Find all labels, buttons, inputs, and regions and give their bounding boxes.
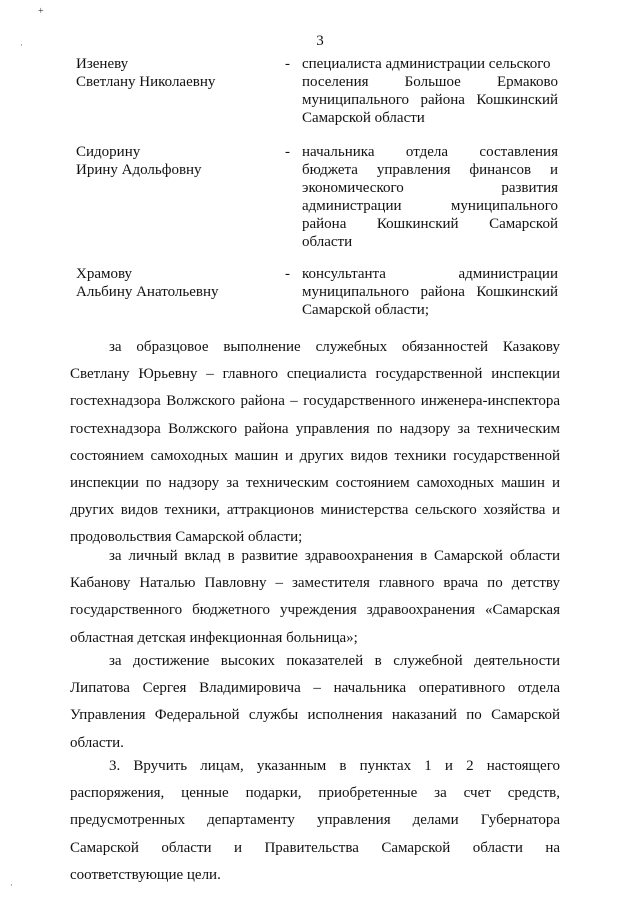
dash-separator: -	[285, 144, 290, 160]
paragraph-line: области.	[70, 734, 124, 751]
position-line: консультанта администрации	[302, 266, 558, 282]
name-line: Храмову	[76, 266, 133, 282]
corner-mark: +	[38, 6, 44, 17]
recipient-name	[76, 265, 276, 301]
page-number: 3	[316, 33, 324, 49]
position-line: Самарской области	[302, 110, 425, 126]
paragraph-line: областная детская инфекционная больница»;	[70, 629, 358, 646]
numbered-paragraph	[70, 753, 560, 889]
name-line: Светлану Николаевну	[76, 74, 216, 90]
position-line: поселения Большое Ермаково	[302, 74, 558, 90]
paragraph-line: продовольствия Самарской области;	[70, 529, 303, 546]
award-paragraph	[70, 543, 560, 652]
position-line: района Кошкинский Самарской	[302, 216, 558, 232]
award-paragraph	[70, 334, 560, 552]
recipient-name	[76, 55, 276, 91]
paragraph-line: предусмотренных департаменту управления делами Губернатора	[70, 812, 560, 829]
position-line: экономического развития	[302, 180, 558, 196]
name-line: Сидорину	[76, 144, 141, 160]
edge-mark: ·	[10, 880, 13, 890]
dash-separator: -	[285, 266, 290, 282]
paragraph-line: за образцовое выполнение служебных обязанностей Казакову	[109, 339, 560, 355]
paragraph-line: за достижение высоких показателей в служебной деятельности	[109, 653, 560, 669]
recipient-position	[302, 265, 558, 319]
name-line: Изеневу	[76, 56, 129, 72]
position-line: муниципального района Кошкинский	[302, 284, 558, 300]
paragraph-line: соответствующие цели.	[70, 866, 221, 883]
name-line: Ирину Адольфовну	[76, 162, 202, 178]
paragraph-line: 3. Вручить лицам, указанным в пунктах 1 и 2 настоящего	[109, 758, 560, 774]
paragraph-line: других видов техники, аттракционов министерства сельского хозяйства и	[70, 502, 560, 519]
recipient-name	[76, 143, 276, 179]
paragraph-line: гостехнадзора Волжского района управления по надзору за техническим	[70, 420, 560, 437]
position-line: специалиста администрации сельского	[302, 56, 551, 72]
award-paragraph	[70, 648, 560, 757]
dash-separator: -	[285, 56, 290, 72]
paragraph-line: Самарской области и Правительства Самарской области на	[70, 839, 560, 856]
position-line: бюджета управления финансов и	[302, 162, 558, 178]
paragraph-line: инспекции по надзору за техническим состоянием самоходных машин и	[70, 474, 560, 491]
position-line: начальника отдела составления	[302, 144, 558, 160]
name-line: Альбину Анатольевну	[76, 284, 219, 300]
edge-mark: ·	[20, 40, 23, 50]
paragraph-line: Липатова Сергея Владимировича – начальника оперативного отдела	[70, 680, 560, 697]
recipient-position	[302, 55, 558, 127]
position-line: области	[302, 234, 353, 250]
recipient-position	[302, 143, 558, 251]
paragraph-line: Управления Федеральной службы исполнения наказаний по Самарской	[70, 707, 560, 724]
paragraph-line: распоряжения, ценные подарки, приобретенные за счет средств,	[70, 785, 560, 802]
position-line: Самарской области;	[302, 302, 429, 318]
paragraph-line: Светлану Юрьевну – главного специалиста государственной инспекции	[70, 366, 560, 383]
paragraph-line: состоянием самоходных машин и других видов техники государственной	[70, 447, 560, 464]
paragraph-line: за личный вклад в развитие здравоохранения в Самарской области	[109, 548, 560, 564]
paragraph-line: Кабанову Наталью Павловну – заместителя главного врача по детству	[70, 575, 560, 592]
position-line: администрации муниципального	[302, 198, 558, 214]
paragraph-line: гостехнадзора Волжского района – государственного инженера-инспектора	[70, 393, 560, 410]
position-line: муниципального района Кошкинский	[302, 92, 558, 108]
paragraph-line: государственного бюджетного учреждения здравоохранения «Самарская	[70, 602, 560, 619]
